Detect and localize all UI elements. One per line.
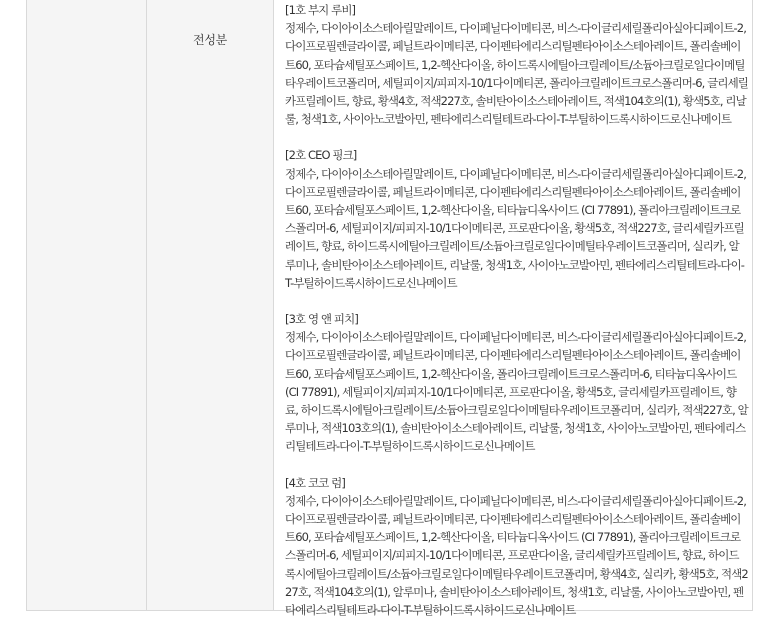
ingredient-block: [285, 474, 748, 620]
ingredient-block-title: [1호 부지 루비]: [285, 3, 356, 17]
ingredients-content: [285, 1, 748, 637]
ingredients-table: [26, 0, 753, 618]
ingredient-block-title: [4호 코코 럼]: [285, 475, 345, 490]
ingredient-block-body: 정제수, 다이아이소스테아릴말레이트, 다이페닐다이메티콘, 비스-다이글리세릴폴리아실아디페이트-2, 다이프로필렌글라이콜, 페닐트라이메티콘, 다이펜타에리스리틸펜타아이소스테아레이트, 폴리솔베이트60, 포타슘세틸포스페이트, 1,2-헥산다이올, 하이드록시에틸아크릴레이트/소듐아크릴로일다이메틸타우레이트코폴리머, 세틸피이지/피피지-10/1다이메티콘, 폴리아크릴레이트크로스폴리머-6, 글리세릴카프릴레이트, 향료, 황색4호, 적색227호, 솔비탄아이소스테아레이트, 적색104호의(1), 황색5호, 리날룰, 청색1호, 사이아노코발아민, 펜타에리스리틸테트라-다이-T-부틸하이드록시하이드로신나메이트: [285, 21, 749, 127]
table-left-blank-column: [27, 0, 146, 610]
ingredient-block: [285, 146, 748, 292]
ingredient-block-body: 정제수, 다이아이소스테아릴말레이트, 다이페닐다이메티콘, 비스-다이글리세릴폴리아실아디페이트-2, 다이프로필렌글라이콜, 페닐트라이메티콘, 다이펜타에리스리틸펜타아이소스테아레이트, 폴리솔베이트60, 포타슘세틸포스페이트, 1,2-헥산다이올, 폴리아크릴레이트크로스폴리머-6, 티타늄디옥사이드 (CI 77891), 세틸피이지/피피지-10/1다이메티콘, 프로판다이올, 황색5호, 글리세릴카프릴레이트, 향료, 하이드록시에틸아크릴레이트/소듐아크릴로일다이메틸타우레이트코폴리머, 실리카, 적색227호, 알루미나, 적색103호의(1), 솔비탄아이소스테아레이트, 리날룰, 청색1호, 사이아노코발아민, 펜타에리스리틸테트라-다이-T-부틸하이드록시하이드로신나메이트: [285, 330, 748, 454]
ingredient-block: [285, 1, 748, 128]
ingredient-block-title: [2호 CEO 핑크]: [285, 148, 357, 163]
table-label-column: [146, 0, 274, 610]
ingredient-block: [285, 310, 748, 456]
ingredients-label: 전성분: [193, 33, 227, 47]
ingredient-block-title: [3호 영 앤 피치]: [285, 312, 358, 327]
ingredient-block-body: 정제수, 다이아이소스테아릴말레이트, 다이페닐다이메티콘, 비스-다이글리세릴폴리아실아디페이트-2, 다이프로필렌글라이콜, 페닐트라이메티콘, 다이펜타에리스리틸펜타아이소스테아레이트, 폴리솔베이트60, 포타슘세틸포스페이트, 1,2-헥산다이올, 티타늄디옥사이드 (CI 77891), 폴리아크릴레이트크로스폴리머-6, 세틸피이지/피피지-10/1다이메티콘, 프로판다이올, 글리세릴카프릴레이트, 향료, 하이드록시에틸아크릴레이트/소듐아크릴로일다이메틸타우레이트코폴리머, 황색4호, 실리카, 황색5호, 적색227호, 적색104호의(1), 알루미나, 솔비탄아이소스테아레이트, 청색1호, 리날룰, 사이아노코발아민, 펜타에리스리틸테트라-다이-T-부틸하이드록시하이드로신나메이트: [285, 493, 748, 618]
ingredients-table-wrapper: [26, 0, 753, 618]
ingredient-block-body: 정제수, 다이아이소스테아릴말레이트, 다이페닐다이메티콘, 비스-다이글리세릴폴리아실아디페이트-2, 다이프로필렌글라이콜, 페닐트라이메티콘, 다이펜타에리스리틸펜타아이소스테아레이트, 폴리솔베이트60, 포타슘세틸포스페이트, 1,2-헥산다이올, 티타늄디옥사이드 (CI 77891), 폴리아크릴레이트크로스폴리머-6, 세틸피이지/피피지-10/1다이메티콘, 프로판다이올, 황색5호, 적색227호, 글리세릴카프릴레이트, 향료, 하이드록시에틸아크릴레이트/소듐아크릴로일다이메틸타우레이트코폴리머, 실리카, 알루미나, 솔비탄아이소스테아레이트, 리날룰, 청색1호, 사이아노코발아민, 펜타에리스리틸테트라-다이-T-부틸하이드록시하이드로신나메이트: [285, 166, 746, 290]
